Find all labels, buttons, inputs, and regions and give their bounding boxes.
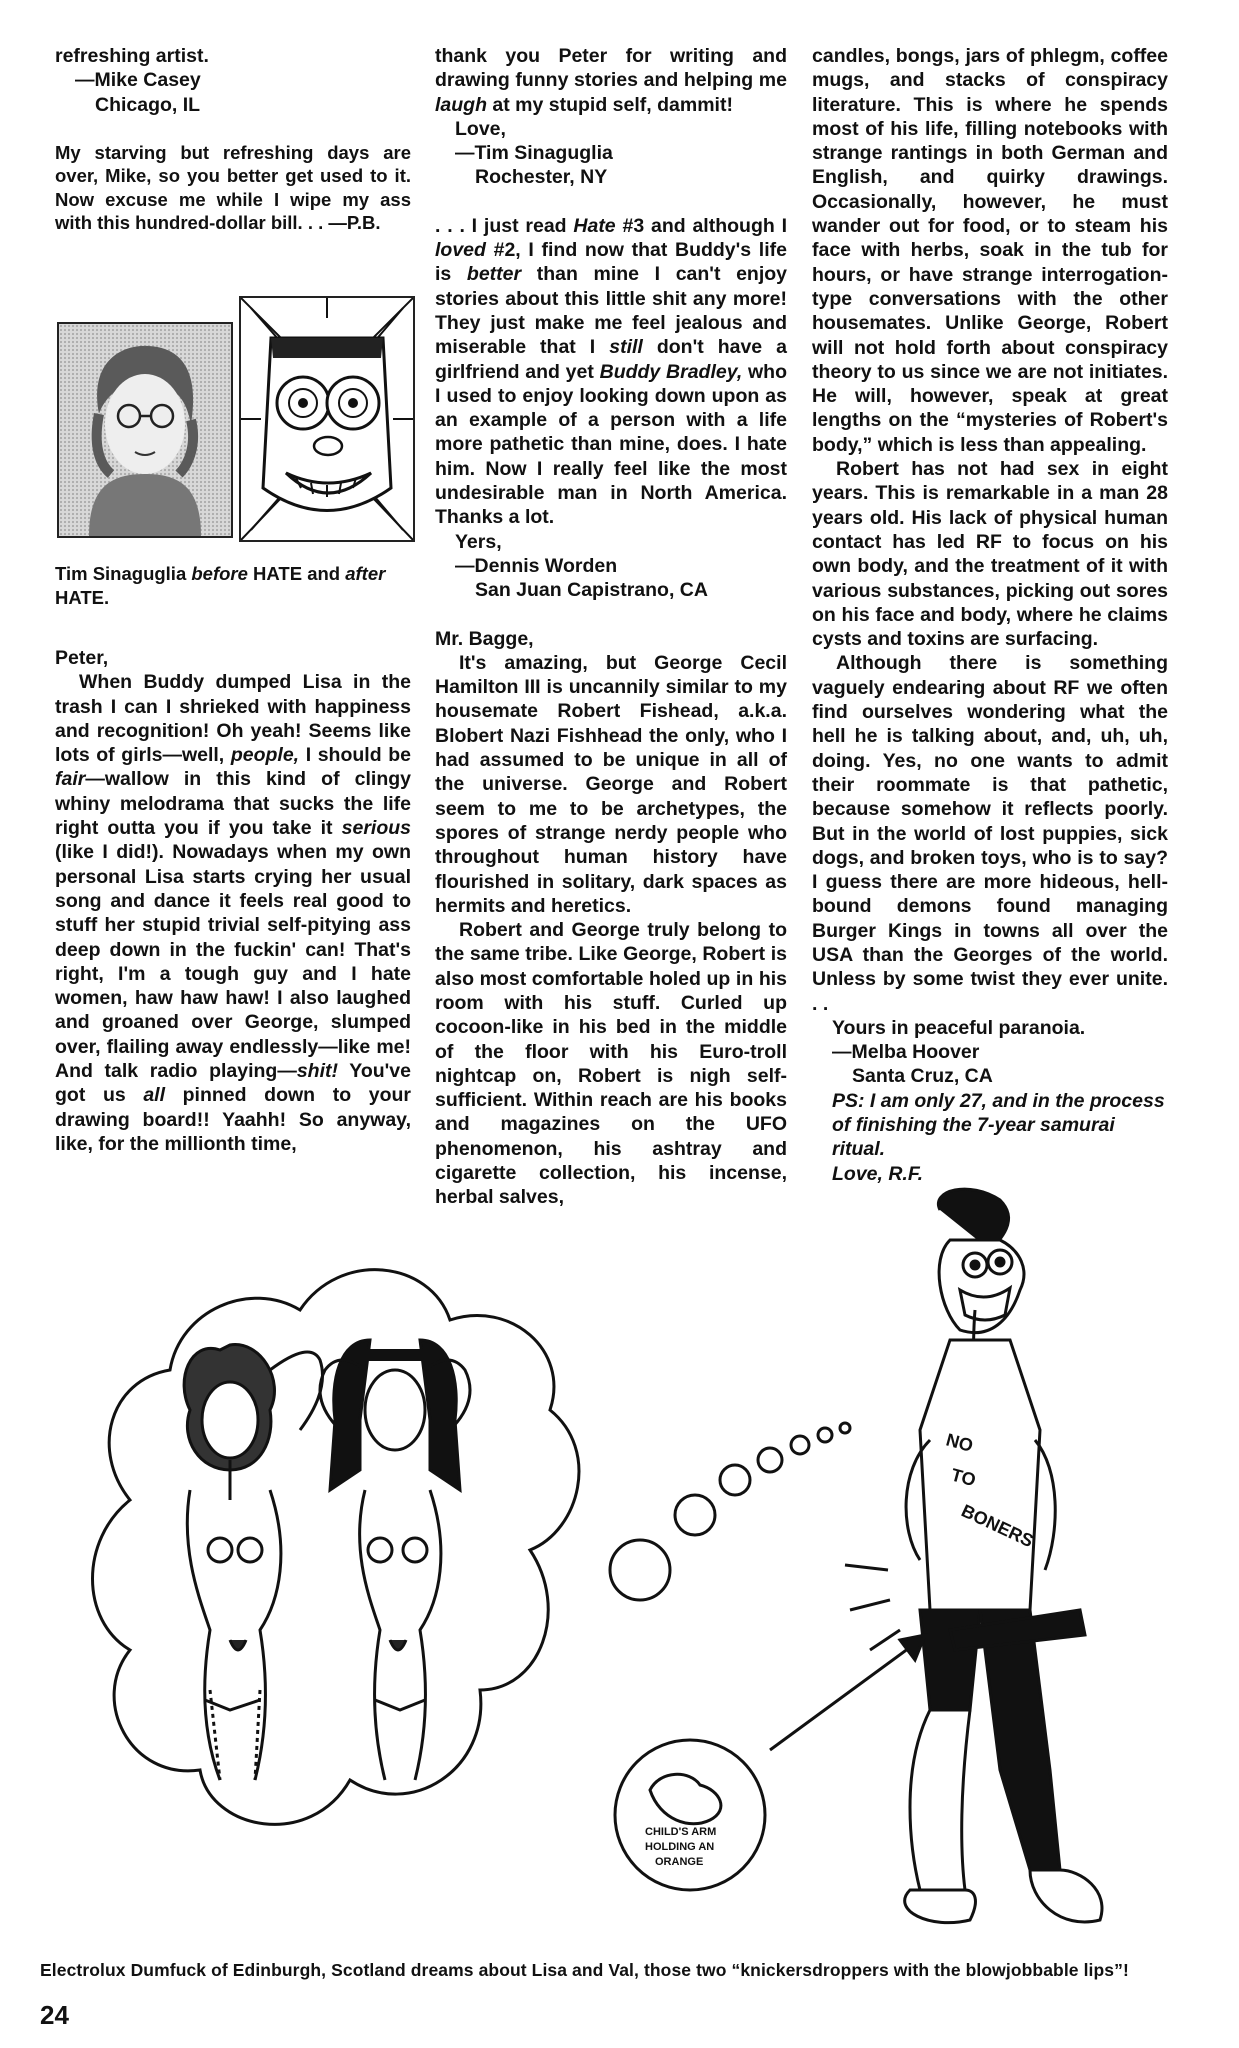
letter-body: It's amazing, but George Cecil Hamilton III is uncannily similar to my housemate Robert Fishead, a.k.a. Blobert Nazi Fishhead the only, who I had assumed to be unique in all of the universe. George and Robert seem to me to be archetypes, the spores of strange nerdy people who throughout human history have flourished in solitary, dark spaces as hermits and heretics.	[435, 651, 787, 917]
before-photo	[57, 322, 233, 538]
shirt-text-1: NO	[943, 1429, 976, 1456]
postscript: PS: I am only 27, and in the process of finishing the 7-year samurai ritual.	[832, 1089, 1165, 1161]
letter-continuation: refreshing artist.	[55, 45, 209, 67]
signature-place: San Juan Capistrano, CA	[475, 579, 708, 602]
bubble-text-1: CHILD'S ARM	[645, 1826, 717, 1838]
signature-name: —Tim Sinaguglia	[455, 142, 613, 165]
signature-name: —Mike Casey	[75, 69, 201, 92]
signature-place: Santa Cruz, CA	[852, 1065, 993, 1088]
signature-name: —Melba Hoover	[832, 1041, 980, 1064]
cartoon-illustration	[70, 1170, 1180, 1970]
letter-body: candles, bongs, jars of phlegm, coffee mugs, and stacks of conspiracy literature. This is where he spends most of his life, filling notebooks with strange rantings in both German and English, and quirky drawings. Occasionally, however, he must wander out for food, or to steam his face with herbs, soak in the tub for hours, or have strange interrogation-type conversations with the other housemates. Unlike George, Robert will not hold forth about conspiracy theory to us since we are not initiates. He will, however, speak at great lengths on the “mysteries of Robert's body,” which is less than appealing.	[812, 45, 1168, 456]
editor-reply: My starving but refreshing days are over, Mike, so you better get used to it. Now excuse me while I wipe my ass with this hundred-dollar bill. . . —P.B.	[55, 141, 411, 234]
letter-body: Although there is something vaguely endearing about RF we often find ourselves wondering what the hell he is talking about, and, uh, uh, doing. Yes, no one wants to admit their roommate is that pathetic, because somehow it reflects poorly. But in the world of lost puppies, sick dogs, and broken toys, who is to say? I guess there are more hideous, hell-bound demons found managing Burger Kings in towns all over the USA than the Georges of the world. Unless by some twist they ever unite. . .	[812, 652, 1168, 1015]
dream-cloud	[93, 1270, 579, 1825]
postscript-signoff: Love, R.F.	[832, 1162, 924, 1185]
letter-salutation: Peter,	[55, 647, 109, 669]
shirt-text-2: TO	[948, 1464, 978, 1491]
letters-column-2	[435, 44, 787, 1210]
signature-place: Chicago, IL	[95, 93, 201, 116]
letter-closing: Love,	[455, 117, 506, 140]
letter-closing: Yours in peaceful paranoia.	[832, 1016, 1086, 1039]
letter-body: Robert and George truly belong to the same tribe. Like George, Robert is also most comfortable holed up in his room with his stuff. Curled up cocoon-like in his bed in the middle of the floor with his Euro-troll nightcap on, Robert is nigh self-sufficient. Within reach are his books and magazines on the UFO phenomenon, his ashtray and cigarette collection, his incense, herbal salves,	[435, 919, 787, 1209]
signature-place: Rochester, NY	[475, 166, 608, 189]
photo-caption: Tim Sinaguglia before HATE and after HATE.	[55, 563, 386, 608]
letter-closing: Yers,	[455, 530, 502, 553]
bubble-text-2: HOLDING AN	[645, 1841, 715, 1853]
letter-body: Robert has not had sex in eight years. This is remarkable in a man 28 years old. His lack of physical human contact has led RF to focus on his own body, and the treatment of it with various substances, picking out sores on his face and body, where he claims cysts and toxins are surfacing.	[812, 458, 1168, 651]
photo-pair	[57, 296, 413, 540]
signature-name: —Dennis Worden	[455, 554, 618, 577]
letter-continuation: thank you Peter for writing and drawing funny stories and helping me laugh at my stupid self, dammit!	[435, 45, 787, 116]
letter-dennis-worden: . . . I just read Hate #3 and although I loved #2, I find now that Buddy's life is better than mine I can't enjoy stories about this little shit any more! They just make me feel jealous and miserable that I still don't have a girlfriend and yet Buddy Bradley, who I used to enjoy looking down upon as an example of a person with a life more pathetic than mine, does. I hate him. Now I really feel like the most undesirable man in North America. Thanks a lot.	[435, 214, 788, 529]
letters-column-3	[812, 44, 1168, 1186]
letter-salutation: Mr. Bagge,	[435, 627, 534, 650]
letter-tim-sinaguglia	[55, 646, 411, 1156]
shirt-text-3: BONERS	[958, 1500, 1037, 1552]
cartoon-caption: Electrolux Dumfuck of Edinburgh, Scotland dreams about Lisa and Val, those two “knickersdroppers with the blowjobbable lips”!	[40, 1960, 1129, 1980]
letters-column-1	[55, 44, 411, 235]
bubble-text-3: ORANGE	[655, 1856, 704, 1868]
page-number: 24	[40, 2000, 69, 2030]
after-drawing	[239, 296, 415, 542]
letter-body: When Buddy dumped Lisa in the trash I can I shrieked with happiness and recognition! Oh yeah! Seems like lots of girls—well, people, I should be fair—wallow in this kind of clingy whiny melodrama that sucks the life right outta you if you take it serious (like I did!). Nowadays when my own personal Lisa starts crying her usual song and dance it feels real good to stuff her stupid trivial self-pitying ass deep down in the fuckin' can! That's right, I'm a tough guy and I hate women, haw haw haw! I also laughed and groaned over George, slumped over, flailing away endlessly—like me! And talk radio playing—shit! You've got us all pinned down to your drawing board!! Yaahh! So anyway, like, for the millionth time,	[55, 671, 411, 1155]
